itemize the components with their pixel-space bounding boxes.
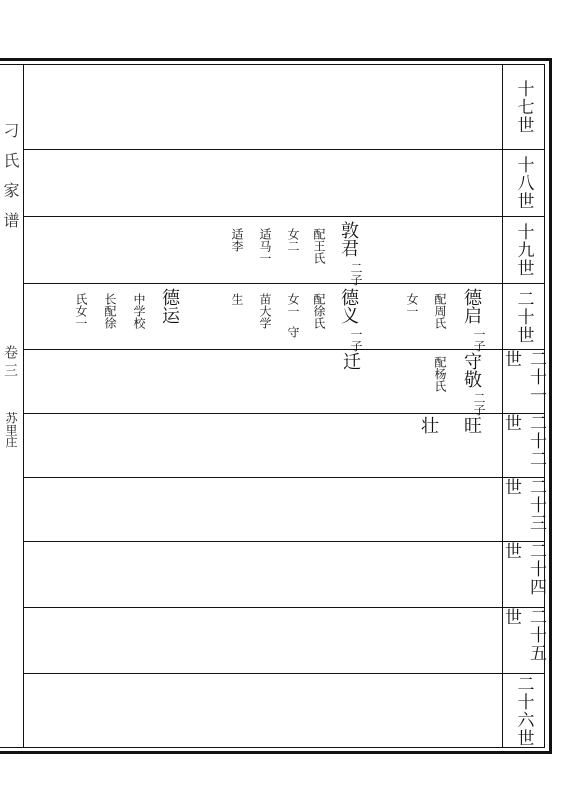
row-divider bbox=[23, 673, 545, 674]
note: 中学校 bbox=[132, 293, 146, 329]
sons-count: 一子 bbox=[472, 328, 486, 352]
daughter-marriage: 适李 bbox=[230, 228, 244, 252]
row-divider bbox=[23, 541, 545, 542]
wife-note: 配周氏 bbox=[433, 293, 447, 329]
person-name: 德启 bbox=[461, 288, 482, 324]
daughter-marriage: 苗大学 bbox=[258, 293, 272, 329]
daughter-marriage: 生 bbox=[230, 293, 244, 305]
daughters-note: 女一 bbox=[405, 293, 419, 317]
wife-note: 配王氏 bbox=[312, 228, 326, 264]
person-name: 德义 bbox=[338, 288, 359, 324]
generation-label: 十九世 bbox=[513, 223, 534, 277]
spine-title: 刁氏家谱 bbox=[1, 122, 20, 242]
son-name: 壮 bbox=[418, 416, 439, 434]
daughters-note: 女二 bbox=[286, 228, 300, 252]
generation-label: 二十五世 bbox=[501, 608, 546, 662]
row-divider bbox=[23, 477, 545, 478]
spine-volume: 卷三 bbox=[2, 345, 18, 381]
son-name: 旺 bbox=[461, 416, 482, 434]
generation-label: 十七世 bbox=[513, 79, 534, 134]
daughter-marriage: 适马一 bbox=[258, 228, 272, 264]
generation-label: 二十二世 bbox=[501, 414, 546, 468]
wife-note: 长配徐 bbox=[103, 293, 117, 329]
row-divider bbox=[23, 283, 545, 284]
sons-count: 二子 bbox=[349, 262, 363, 286]
spine-place: 苏里庄 bbox=[4, 412, 18, 448]
person-name: 守敬 bbox=[461, 352, 482, 388]
son-name: 迁 bbox=[340, 352, 361, 370]
generation-label: 十八世 bbox=[513, 156, 534, 210]
generation-label: 二十世 bbox=[513, 289, 534, 344]
spine-divider bbox=[23, 64, 24, 748]
row-divider bbox=[23, 413, 545, 414]
page-frame-inner bbox=[0, 64, 545, 748]
row-divider bbox=[23, 216, 545, 217]
person-name: 敦君 bbox=[338, 221, 359, 257]
generation-label: 二十六世 bbox=[513, 675, 534, 747]
person-name: 德运 bbox=[159, 288, 180, 324]
daughter-marriage: 守 bbox=[286, 326, 300, 338]
row-divider bbox=[23, 149, 545, 150]
wife-note: 配杨氏 bbox=[433, 356, 447, 392]
daughters-note: 女一 bbox=[286, 293, 300, 317]
wife-note: 配徐氏 bbox=[312, 293, 326, 329]
generation-label: 二十一世 bbox=[501, 350, 546, 404]
daughters-note: 氏女一 bbox=[74, 293, 88, 329]
sons-count: 二子 bbox=[472, 392, 486, 416]
generation-label: 二十三世 bbox=[501, 478, 546, 532]
row-divider bbox=[23, 349, 545, 350]
row-divider bbox=[23, 607, 545, 608]
generation-label: 二十四世 bbox=[501, 542, 546, 596]
sons-count: 一子 bbox=[349, 328, 363, 352]
